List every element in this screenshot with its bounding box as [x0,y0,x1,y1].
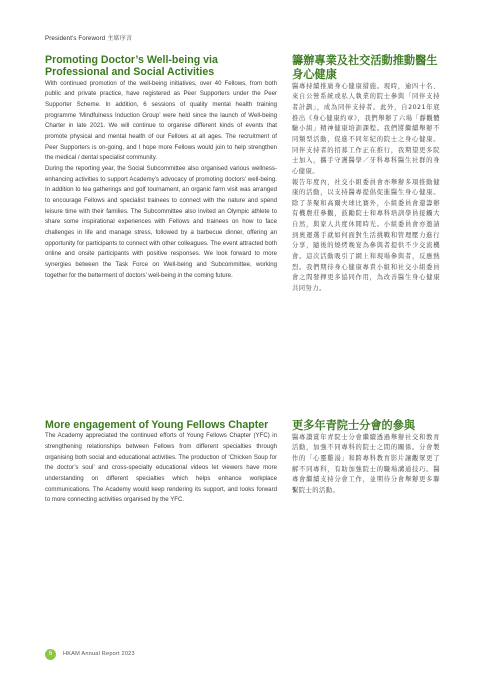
section1-english-heading: Promoting Doctor’s Well-being via Professional and Social Activities [45,54,218,79]
section1-chinese-paragraph-1: 醫專持續推廣身心健康措施。現時，逾四十名、來自公營系統或私人執業的院士參與「同伴支持者計劃」，成為同伴支持者。此外，自2021年底推出《身心健康約章》，我們舉辦了六場「靜觀體驗小組」精神健康培訓課程。我們將繼續舉辦不同類型活動，促進不同年紀的院士之身心健康。同伴支持者的招募工作正在推行，我期望更多院士加入，攜手守護醫學／牙科專科醫生社群的身心健康。 [292,82,440,175]
section2-english-heading: More engagement of Young Fellows Chapter [45,419,269,431]
running-header: President's Foreword 主席序言 [45,35,133,42]
chinese-column-section1 [292,54,440,295]
section1-english-paragraph-1: With continued promotion of the well-being initiatives, over 40 Fellows, from both public and private practice, have registered as Peer Supporters under the Peer Supporter Scheme. In addition, 6 sessions of quality mental health training programme ‘Mindfulness Induction Group’ were held since the launch of Well-being Charter in late 2021. We will continue to organise different kinds of events that promote physical and mental health of our Fellows at all ages. The recruitment of Peer Supporters is on-going, and I hope more Fellows would join to help strengthen the medical / dental specialist community. [45,79,277,162]
section1-chinese-heading: 籌辦專業及社交活動推動醫生身心健康 [292,54,438,81]
section2-chinese-heading: 更多年青院士分會的參與 [292,419,416,432]
page-footer [0,633,480,679]
section1-english-paragraph-2: During the reporting year, the Social Subcommittee also organised various wellness-enhancing activities to support Academy’s advocacy of promoting doctors’ well-being. In addition to tea gatherings and golf tournament, an organic farm visit was arranged to encourage Fellows and specialist trainees to connect with the nature and spend leisure time with their families. The Subcommittee also invited an Olympic athlete to share some inspirational experiences with Fellows and trainees on how to face challenges in life and manage stress, followed by a barbecue dinner, offering an opportunity for participants to connect with other colleagues. The event attracted both online and onsite participants with positive responses. We look forward to more synergies between the Task Force on Well-being and Subcommittee, working together for the betterment of doctors’ well-being in the coming future. [45,165,277,279]
section2-chinese-paragraph: 醫專讚賞年青院士分會繼續透過舉辦社交和教育活動，加強不同專科的院士之間的關係。分會製作的「心靈雞湯」和跨專科教育影片讓觀眾更了解不同專科，有助加強院士的職場溝通技巧。醫專會繼續支持分會工作，並期待分會舉辦更多聯繫院士的活動。 [292,433,440,495]
english-column-section1 [45,54,277,281]
page-number-badge: 6 [45,649,56,660]
english-column-section2 [45,419,277,506]
chinese-column-section2 [292,419,440,497]
section1-chinese-paragraph-2: 報告年度內，社交小組委員會亦舉辦多項推動健康的活動，以支持醫專提倡促進醫生身心健康。除了茶聚和高爾夫球比賽外，小組委員會還籌辦有機農莊參觀，鼓勵院士和專科培訓學員接觸大自然，與家人共度休閒時光。小組委員會亦邀請到奧運選手就如何面對生活挑戰和管理壓力進行分享，隨後的燒烤晚宴為參與者提供不少交流機會。這次活動吸引了網上和現場參與者，反應熱烈。我們期待身心健康專責小組和社交小組委員會之間發揮更多協同作用，為改善醫生身心健康共同努力。 [292,178,440,293]
footer-publication-title: HKAM Annual Report 2023 [63,651,135,657]
section2-english-paragraph: The Academy appreciated the continued efforts of Young Fellows Chapter (YFC) in strengthening relationships between Fellows from different specialties through organising both social and educational activities. The production of ‘Chicken Soup for the doctor’s soul’ and cross-specialty educational videos let viewers have more understanding on different specialties which helps enhance workplace communications. The Academy would keep rendering its support, and looks forward to more connecting activities organised by the YFC. [45,432,277,504]
